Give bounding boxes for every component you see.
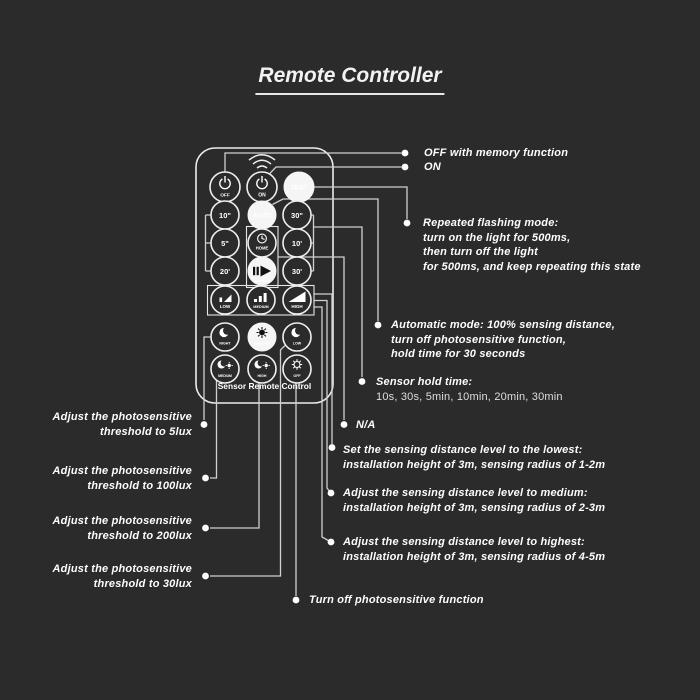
svg-text:TEST: TEST	[290, 184, 308, 192]
note-threshold-200lux: Adjust the photosensitive threshold to 200lux	[52, 515, 192, 542]
btn-off	[210, 172, 240, 202]
note-distance-medium: Adjust the sensing distance level to medium: installation height of 3m, sensing radius of 2-3m	[343, 487, 606, 514]
svg-text:MEDIUM: MEDIUM	[253, 305, 269, 309]
btn-30s	[283, 201, 311, 229]
btn-distance-medium	[247, 286, 275, 314]
svg-text:HOME: HOME	[255, 245, 269, 251]
svg-text:MEDIUM: MEDIUM	[218, 374, 232, 378]
svg-text:5": 5"	[221, 239, 229, 248]
svg-text:10': 10'	[291, 239, 303, 248]
svg-text:NIGHT: NIGHT	[219, 341, 231, 346]
svg-text:30': 30'	[291, 267, 303, 276]
svg-text:DEACTIVATE: DEACTIVATE	[253, 279, 271, 283]
svg-text:OFF: OFF	[220, 193, 230, 199]
btn-deactivate	[248, 257, 276, 285]
btn-lux-night	[211, 323, 239, 351]
remote-footer-label: Sensor Remote Control	[217, 381, 312, 391]
note-distance-lowest: Set the sensing distance level to the lowest: installation height of 3m, sensing radius of 1-2m	[343, 444, 606, 471]
btn-lux-high	[248, 355, 276, 383]
page-title: Remote Controller	[255, 64, 444, 95]
btn-lux-low	[283, 323, 311, 351]
btn-lux-off	[283, 355, 311, 383]
note-repeated-flashing: Repeated flashing mode: turn on the light for 500ms, then turn off the light for 500ms, and keep repeating this state	[423, 217, 641, 273]
btn-distance-low	[211, 286, 239, 314]
note-sensor-hold-time: Sensor hold time: 10s, 30s, 5min, 10min, 20min, 30min	[376, 376, 563, 403]
note-na: N/A	[356, 418, 376, 431]
note-photosensitive-off: Turn off photosensitive function	[309, 594, 484, 606]
svg-text:20': 20'	[219, 267, 231, 276]
svg-text:LOW: LOW	[219, 304, 231, 309]
svg-text:OFF: OFF	[293, 374, 301, 378]
svg-text:HIGH: HIGH	[257, 374, 267, 378]
svg-text:DAY&NIGHT: DAY&NIGHT	[253, 341, 271, 346]
svg-text:AUTO: AUTO	[253, 212, 271, 220]
svg-text:ON: ON	[258, 192, 266, 199]
btn-on	[247, 172, 277, 202]
svg-text:LOW: LOW	[292, 341, 302, 346]
svg-text:10": 10"	[219, 211, 231, 220]
btn-distance-high	[283, 286, 311, 314]
note-off-memory: OFF with memory function	[424, 147, 569, 159]
btn-10s	[211, 201, 239, 229]
svg-text:HIGH: HIGH	[291, 304, 303, 309]
note-threshold-100lux: Adjust the photosensitive threshold to 100lux	[52, 465, 192, 492]
svg-text:30": 30"	[291, 211, 303, 220]
btn-10m	[283, 229, 311, 257]
btn-20m	[211, 257, 239, 285]
note-threshold-5lux: Adjust the photosensitive threshold to 5lux	[52, 411, 192, 438]
note-automatic-mode: Automatic mode: 100% sensing distance, turn off photosensitive function, hold time for 30 seconds	[391, 319, 615, 360]
btn-5s	[211, 229, 239, 257]
note-on: ON	[424, 161, 441, 173]
btn-30m	[283, 257, 311, 285]
sun-icon	[257, 327, 268, 338]
note-threshold-30lux: Adjust the photosensitive threshold to 30lux	[52, 563, 192, 590]
btn-lux-daynight	[248, 323, 276, 351]
btn-lux-medium	[211, 355, 239, 383]
btn-test	[284, 172, 314, 202]
btn-auto	[248, 201, 276, 229]
btn-home	[248, 229, 276, 257]
note-distance-highest: Adjust the sensing distance level to highest: installation height of 3m, sensing radius of 4-5m	[343, 536, 606, 563]
